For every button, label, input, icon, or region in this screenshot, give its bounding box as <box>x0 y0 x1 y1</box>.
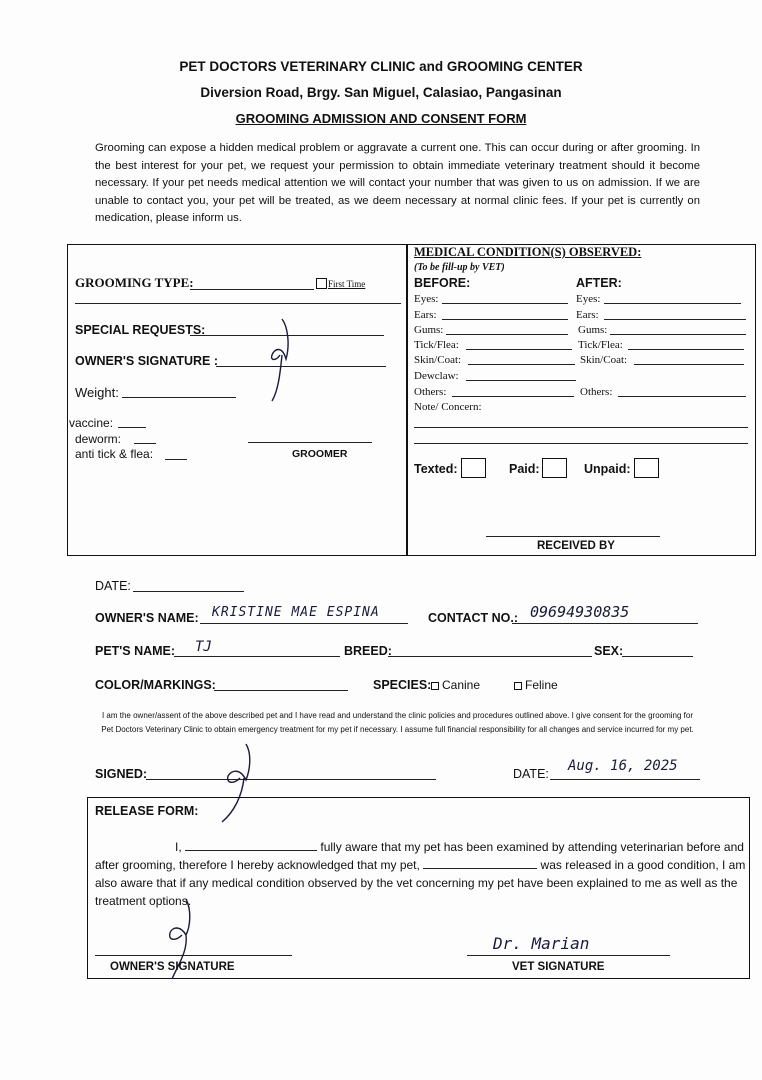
medical-subheading: (To be fill-up by VET) <box>414 262 505 273</box>
release-name-field[interactable] <box>185 840 317 851</box>
owner-signature-scribble-top <box>258 315 298 405</box>
owner-signature-label: OWNER'S SIGNATURE : <box>75 354 219 368</box>
groomer-label: GROOMER <box>292 448 348 460</box>
after-tick-flea-label: Tick/Flea: <box>578 339 623 351</box>
groomer-signature-field[interactable] <box>248 442 372 443</box>
vet-signature-label: VET SIGNATURE <box>512 961 605 973</box>
canine-label: Canine <box>442 678 481 692</box>
vet-name: Dr. Marian <box>493 934 590 953</box>
after-ears-label: Ears: <box>576 309 599 321</box>
before-tick-flea-field[interactable] <box>466 349 572 350</box>
before-skin-coat-label: Skin/Coat: <box>414 354 462 366</box>
paid-label: Paid: <box>509 462 540 476</box>
first-time-label: First Time <box>328 279 366 289</box>
vaccine-field[interactable] <box>118 427 146 428</box>
intro-paragraph: Grooming can expose a hidden medical problem or aggravate a current one. This can occur during or after grooming. In the best interest for your pet, we request your permission to obtain immediate veterinary treatment should it become necessary. If your pet needs medical attention we will contact your number that was given to us on admission. If we are unable to contact you, your pet will be treated, as we deem necessary at normal clinic fees. If your pet is currently on medication, please inform us. <box>95 142 700 224</box>
deworm-field[interactable] <box>134 443 156 444</box>
before-dewclaw-label: Dewclaw: <box>414 370 459 382</box>
grooming-type-label: GROOMING TYPE: <box>75 275 194 290</box>
after-eyes-label: Eyes: <box>576 293 601 305</box>
before-gums-field[interactable] <box>446 334 568 335</box>
before-eyes-field[interactable] <box>442 303 568 304</box>
grooming-type-field[interactable] <box>190 289 314 290</box>
vaccine-label: vaccine: <box>69 416 114 430</box>
grooming-type-extra-line[interactable] <box>75 303 401 304</box>
before-dewclaw-field[interactable] <box>466 380 576 381</box>
received-by-label: RECEIVED BY <box>537 540 615 552</box>
pet-name-value: TJ <box>195 639 212 655</box>
release-pet-field[interactable] <box>423 858 537 869</box>
consent-text: I am the owner/assent of the above described pet and I have read and understand the clinic policies and procedures outlined above. I give consent for the grooming for Pet Doctors Veterinary Clinic to obtain emergency treatment for my pet if necessary. I assume full financial responsibility for all changes and service incurred for my pet. <box>101 711 694 734</box>
species-label: SPECIES: <box>373 678 432 692</box>
before-eyes-label: Eyes: <box>414 293 439 305</box>
release-owner-signature-label: OWNER'S SIGNATURE <box>110 961 235 973</box>
contact-number-label: CONTACT NO.: <box>428 611 519 625</box>
unpaid-checkbox[interactable] <box>634 458 659 478</box>
weight-label: Weight: <box>75 385 119 400</box>
first-time-checkbox[interactable] <box>316 278 327 289</box>
after-others-label: Others: <box>580 386 613 398</box>
note-line-2[interactable] <box>414 443 748 444</box>
texted-checkbox[interactable] <box>461 458 486 478</box>
sex-field[interactable] <box>622 656 693 657</box>
breed-field[interactable] <box>388 656 592 657</box>
date-label: DATE: <box>95 579 131 593</box>
release-text-3: was released in a good condition, I am also aware that if any medical condition observed by the vet concerning my pet have been explained to me as well as the treatment options. <box>95 858 746 908</box>
special-requests-label: SPECIAL REQUESTS: <box>75 323 206 337</box>
pet-name-field[interactable] <box>174 656 340 657</box>
box-divider <box>406 244 408 556</box>
before-ears-label: Ears: <box>414 309 437 321</box>
medical-heading: MEDICAL CONDITION(S) OBSERVED: <box>414 245 642 259</box>
release-heading: RELEASE FORM: <box>95 804 199 818</box>
pet-name-label: PET'S NAME: <box>95 644 176 658</box>
anti-tick-flea-label: anti tick & flea: <box>75 447 154 461</box>
signed-label: SIGNED: <box>95 767 148 781</box>
contact-number-value: 09694930835 <box>530 603 630 621</box>
canine-checkbox[interactable] <box>431 682 439 690</box>
before-label: BEFORE: <box>414 276 471 290</box>
owner-name-label: OWNER'S NAME: <box>95 611 199 625</box>
anti-tick-flea-field[interactable] <box>165 459 187 460</box>
vet-signature-field[interactable] <box>467 955 670 956</box>
after-label: AFTER: <box>576 276 622 290</box>
before-others-field[interactable] <box>452 396 574 397</box>
owner-name-field[interactable] <box>200 623 408 624</box>
before-gums-label: Gums: <box>414 324 444 336</box>
color-markings-field[interactable] <box>214 690 348 691</box>
clinic-name: PET DOCTORS VETERINARY CLINIC and GROOMING CENTER <box>179 59 583 74</box>
before-tick-flea-label: Tick/Flea: <box>414 339 459 351</box>
feline-label: Feline <box>525 678 558 692</box>
texted-label: Texted: <box>414 462 458 476</box>
after-tick-flea-field[interactable] <box>628 349 744 350</box>
release-text-2: fully aware that my pet has been examined by attending veterinarian before and after grooming, therefore I hereby acknowledged that my pet, <box>95 840 744 872</box>
signed-date-field[interactable] <box>550 779 700 780</box>
sex-label: SEX: <box>594 644 624 658</box>
date-field[interactable] <box>133 591 244 592</box>
before-skin-coat-field[interactable] <box>468 364 575 365</box>
after-gums-label: Gums: <box>578 324 608 336</box>
note-line-1[interactable] <box>414 427 748 428</box>
received-by-field[interactable] <box>486 536 660 537</box>
deworm-label: deworm: <box>75 432 122 446</box>
contact-number-field[interactable] <box>512 623 698 624</box>
after-skin-coat-field[interactable] <box>634 364 744 365</box>
after-gums-field[interactable] <box>610 334 746 335</box>
owner-name-value: KRISTINE MAE ESPINA <box>212 605 380 620</box>
release-text-1: I, <box>175 840 182 854</box>
note-concern-label: Note/ Concern: <box>414 401 482 413</box>
clinic-address: Diversion Road, Brgy. San Miguel, Calasiao, Pangasinan <box>200 85 562 100</box>
signed-field[interactable] <box>146 779 436 780</box>
after-ears-field[interactable] <box>604 319 746 320</box>
after-eyes-field[interactable] <box>604 303 741 304</box>
color-markings-label: COLOR/MARKINGS: <box>95 678 216 692</box>
before-others-label: Others: <box>414 386 447 398</box>
form-title: GROOMING ADMISSION AND CONSENT FORM <box>235 111 527 126</box>
before-ears-field[interactable] <box>442 319 568 320</box>
feline-checkbox[interactable] <box>514 682 522 690</box>
signed-date-label: DATE: <box>513 767 549 781</box>
owner-signature-field[interactable] <box>216 366 386 367</box>
signed-date-value: Aug. 16, 2025 <box>568 758 678 774</box>
breed-label: BREED: <box>344 644 392 658</box>
unpaid-label: Unpaid: <box>584 462 631 476</box>
after-others-field[interactable] <box>618 396 746 397</box>
weight-field[interactable] <box>122 397 236 398</box>
paid-checkbox[interactable] <box>542 458 567 478</box>
after-skin-coat-label: Skin/Coat: <box>580 354 628 366</box>
